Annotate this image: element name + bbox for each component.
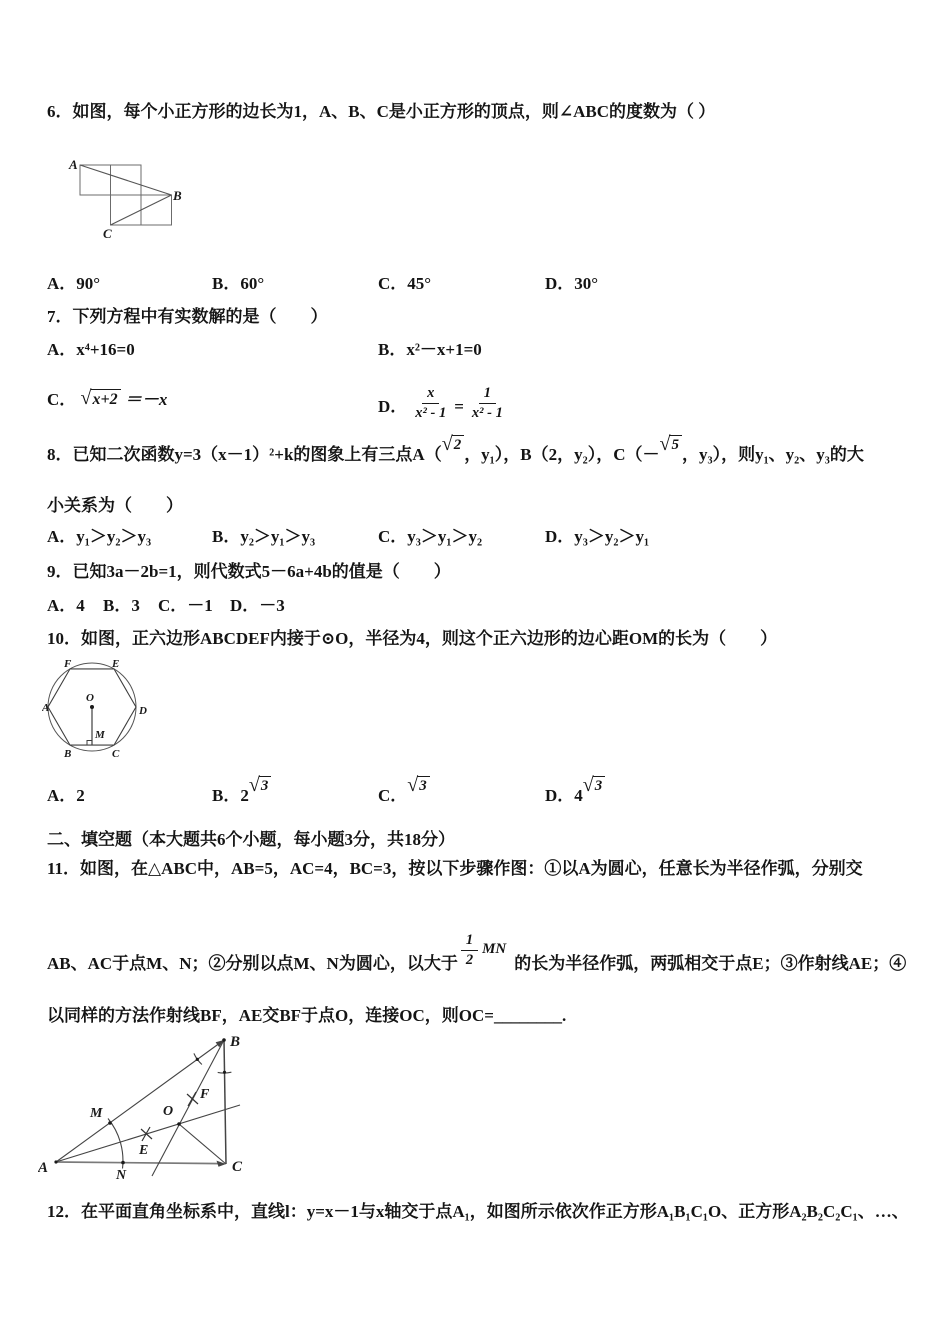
sqrt-radical (407, 776, 429, 796)
question-11-line1: 11．如图，在△ABC中，AB=5，AC=4，BC=3，按以下步骤作图：①以A为圆心，任意长为半径作弧，分别交 (47, 859, 863, 878)
radical-sign: √ (582, 774, 594, 796)
q7-option-c-rhs: ＝－x (124, 390, 168, 409)
radical-sign: √ (659, 433, 671, 455)
question-11-line3: 以同样的方法作射线BF，AE交BF于点O，连接OC，则OC=________. (47, 1006, 567, 1025)
q8-stem-part1: 8．已知二次函数y=3（x－1）²+k的图象上有三点A（ (47, 445, 442, 464)
sqrt-radical (442, 435, 464, 455)
q10-label-e: E (112, 658, 120, 670)
q8-option-b: B．y₂＞y₁＞y₃ (212, 527, 316, 546)
question-8-stem-line2: 小关系为（ ） (47, 496, 183, 515)
radicand: 3 (593, 776, 606, 795)
radical-sign: √ (441, 433, 453, 455)
fraction-denominator: x² - 1 (415, 405, 447, 422)
q10-label-d: D (139, 705, 147, 717)
q11-label-m: M (90, 1106, 103, 1121)
q10-label-o: O (86, 692, 94, 704)
radicand: 2 (452, 435, 465, 454)
q6-option-b: B．60° (212, 274, 265, 293)
q8-option-c: C．y₃＞y₁＞y₂ (378, 527, 483, 546)
radicand: 3 (417, 776, 430, 795)
q6-option-a: A．90° (47, 274, 101, 293)
q11-label-c: C (232, 1159, 243, 1175)
question-6-stem: 6．如图，每个小正方形的边长为1，A、B、C是小正方形的顶点，则∠ABC的度数为（ ） (47, 102, 716, 121)
q10-label-b: B (64, 748, 72, 760)
q8-option-d: D．y₃＞y₂＞y₁ (545, 527, 650, 546)
q10-option-c (378, 774, 430, 808)
q10-label-a: A (42, 702, 50, 714)
q6-label-a: A (69, 157, 78, 172)
q7-option-a: A．x⁴+16=0 (47, 340, 135, 359)
radical-sign: √ (80, 387, 92, 409)
fraction-denominator: x² - 1 (471, 405, 503, 422)
fraction (461, 932, 478, 970)
radicand: 3 (259, 776, 272, 795)
q8-stem-part3: ，y₃），则y₁、y₂、y₃的大 (681, 445, 864, 464)
q9-option-a: A．4 (47, 596, 85, 615)
q7-option-b: B．x²－x+1=0 (378, 340, 482, 359)
q6-label-c: C (103, 226, 112, 241)
q6-option-d: D．30° (545, 274, 599, 293)
q7-option-c-letter: C． (47, 390, 77, 409)
fraction-numerator: 1 (461, 932, 478, 951)
sqrt-radical (660, 435, 682, 455)
q10-option-b (212, 774, 271, 808)
q10-figure-svg (42, 657, 150, 761)
q11-label-n: N (116, 1168, 127, 1182)
q6-figure (66, 157, 184, 249)
q11-label-e: E (139, 1143, 149, 1158)
sqrt-radical (583, 776, 605, 796)
q6-option-c: C．45° (378, 274, 432, 293)
fraction (472, 385, 503, 423)
fraction (415, 385, 446, 423)
segment-mn-label: MN (482, 940, 507, 957)
q10-label-m: M (95, 729, 105, 741)
q10-option-c-prefix: C． (378, 786, 408, 805)
q11-label-o: O (163, 1104, 174, 1119)
q7-option-d-letter: D． (378, 396, 408, 416)
q9-option-d: D．－3 (230, 596, 285, 615)
radical-sign: √ (407, 774, 419, 796)
question-11-line2 (47, 932, 907, 984)
sqrt-radical (81, 389, 121, 409)
q10-figure (42, 657, 150, 761)
q11-label-a: A (38, 1160, 49, 1176)
q7-option-c (47, 388, 167, 412)
q7-option-d (378, 385, 506, 426)
q11-label-f: F (200, 1087, 210, 1102)
q10-option-d-prefix: D．4 (545, 786, 583, 805)
question-8-stem (47, 433, 864, 467)
equals-sign: = (454, 396, 464, 416)
sqrt-radical (249, 776, 271, 796)
radicand: x+2 (91, 389, 121, 409)
q10-label-c: C (112, 748, 120, 760)
q11-figure-svg (38, 1032, 273, 1182)
q6-figure-svg (66, 157, 184, 249)
section-2-header: 二、填空题（本大题共6个小题，每小题3分，共18分） (47, 830, 455, 849)
q11-line2-part2: 的长为半径作弧，两弧相交于点E；③作射线AE；④ (514, 953, 907, 973)
question-9-stem: 9．已知3a－2b=1，则代数式5－6a+4b的值是（ ） (47, 562, 451, 581)
q10-label-f: F (64, 658, 72, 670)
q11-label-b: B (230, 1034, 241, 1050)
q9-option-c: C．－1 (158, 596, 213, 615)
fraction-numerator: x (422, 385, 439, 404)
radical-sign: √ (248, 774, 260, 796)
q11-figure (38, 1032, 273, 1182)
q10-option-d (545, 774, 605, 808)
fraction-denominator: 2 (465, 952, 474, 969)
radicand: 5 (669, 435, 682, 454)
q9-option-b: B．3 (103, 596, 140, 615)
question-10-stem: 10．如图，正六边形ABCDEF内接于⊙O，半径为4，则这个正六边形的边心距OM的长为（ ） (47, 629, 778, 648)
q10-option-a: A．2 (47, 786, 85, 805)
q6-label-b: B (173, 188, 182, 203)
question-12-stem: 12．在平面直角坐标系中，直线l：y=x－1与x轴交于点A₁，如图所示依次作正方形A₁B₁C₁O、正方形A₂B₂C₂C₁、…、 (47, 1202, 909, 1221)
q11-line2-part1: AB、AC于点M、N；②分别以点M、N为圆心，以大于 (47, 953, 458, 973)
q8-stem-part2: ，y₁），B（2，y₂），C（－ (464, 445, 660, 464)
fraction-numerator: 1 (479, 385, 496, 404)
question-7-stem: 7．下列方程中有实数解的是（ ） (47, 307, 328, 326)
q8-option-a: A．y₁＞y₂＞y₃ (47, 527, 152, 546)
q10-option-b-prefix: B．2 (212, 786, 249, 805)
